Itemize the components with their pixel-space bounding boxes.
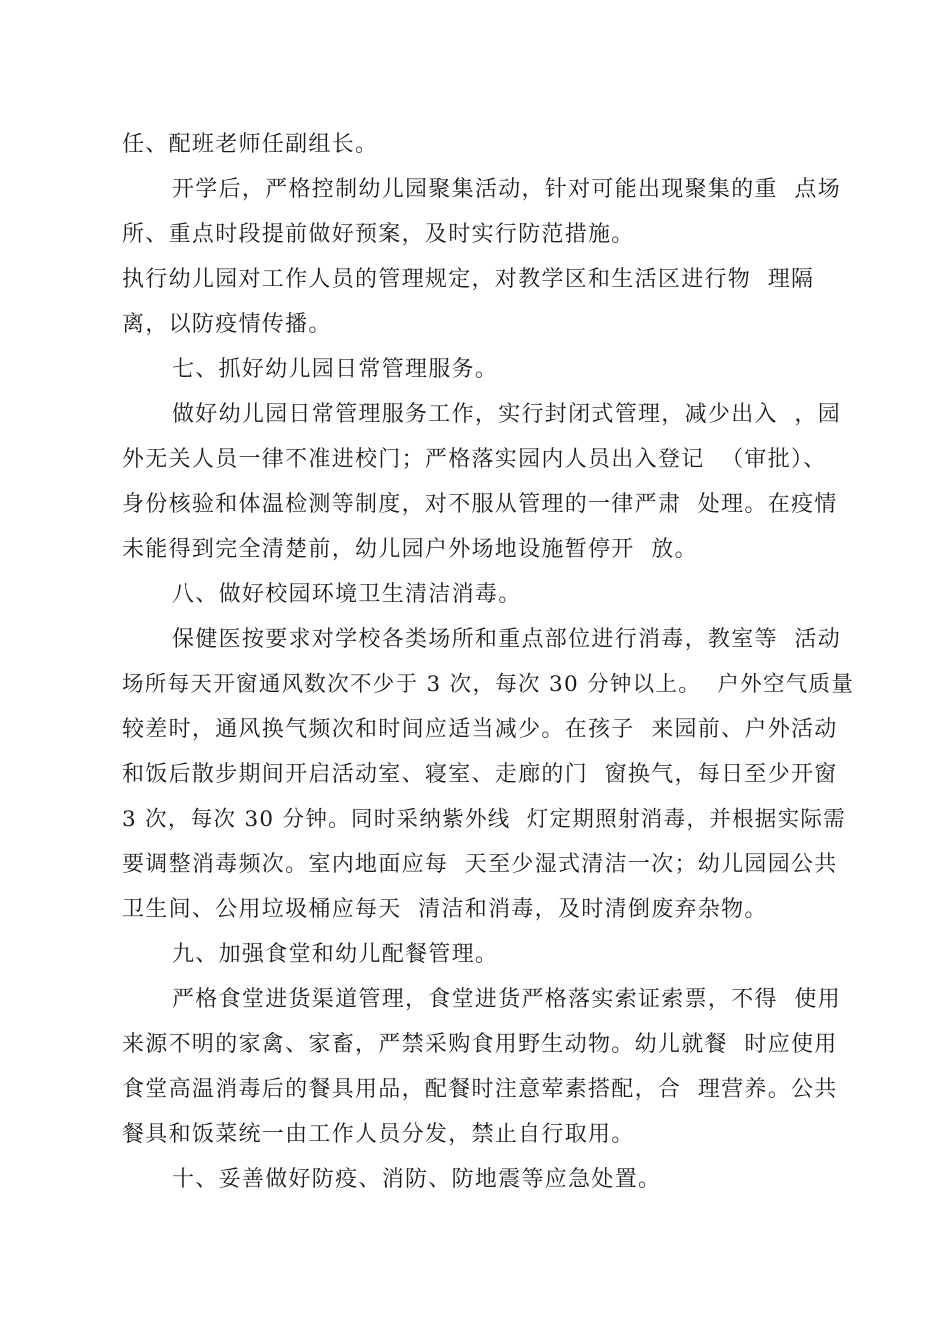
text-line: 来源不明的家禽、家畜，严禁采购食用野生动物。幼儿就餐 时应使用 — [122, 1032, 838, 1057]
text-line: 任、配班老师任副组长。 — [122, 132, 379, 157]
text-line: 和饭后散步期间开启活动室、寝室、走廊的门 窗换气，每日至少开窗 — [122, 762, 838, 787]
text-line: 未能得到完全清楚前，幼儿园户外场地设施暂停开 放。 — [122, 537, 698, 562]
text-line: 场所每天开窗通风数次不少于 3 次，每次 30 分钟以上。 户外空气质量 — [122, 672, 855, 697]
section-heading: 十、妥善做好防疫、消防、防地震等应急处置。 — [172, 1167, 662, 1192]
text-line: 所、重点时段提前做好预案，及时实行防范措施。 — [122, 222, 635, 247]
text-line: 食堂高温消毒后的餐具用品，配餐时注意荤素搭配，合 理营养。公共 — [122, 1077, 838, 1102]
text-line: 卫生间、公用垃圾桶应每天 清洁和消毒，及时清倒废弃杂物。 — [122, 897, 768, 922]
text-line: 较差时，通风换气频次和时间应适当减少。在孩子 来园前、户外活动 — [122, 717, 838, 742]
text-line: 离，以防疫情传播。 — [122, 312, 332, 337]
paragraph-start: 做好幼儿园日常管理服务工作，实行封闭式管理，减少出入 ，园 — [172, 402, 841, 427]
text-line: 执行幼儿园对工作人员的管理规定，对教学区和生活区进行物 理隔 — [122, 267, 815, 292]
paragraph-start: 开学后，严格控制幼儿园聚集活动，针对可能出现聚集的重 点场 — [172, 177, 841, 202]
paragraph-start: 保健医按要求对学校各类场所和重点部位进行消毒，教室等 活动 — [172, 627, 841, 652]
text-line: 身份核验和体温检测等制度，对不服从管理的一律严肃 处理。在疫情 — [122, 492, 838, 517]
section-heading: 七、抓好幼儿园日常管理服务。 — [172, 357, 499, 382]
text-line: 餐具和饭菜统一由工作人员分发，禁止自行取用。 — [122, 1122, 635, 1147]
section-heading: 九、加强食堂和幼儿配餐管理。 — [172, 942, 499, 967]
paragraph-start: 严格食堂进货渠道管理，食堂进货严格落实索证索票，不得 使用 — [172, 987, 841, 1012]
text-line: 3 次，每次 30 分钟。同时采纳紫外线 灯定期照射消毒，并根据实际需 — [122, 807, 847, 832]
section-heading: 八、做好校园环境卫生清洁消毒。 — [172, 582, 522, 607]
text-line: 要调整消毒频次。室内地面应每 天至少湿式清洁一次；幼儿园园公共 — [122, 852, 838, 877]
text-line: 外无关人员一律不准进校门；严格落实园内人员出入登记 （审批）、 — [122, 447, 827, 472]
